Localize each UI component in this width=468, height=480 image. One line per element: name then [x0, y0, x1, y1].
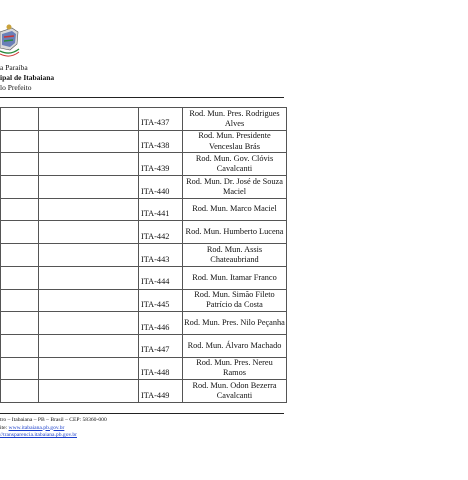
table-row: [1, 130, 287, 153]
road-name-cell: Rod. Mun. Gov. Clóvis Cavalcanti: [183, 153, 287, 176]
header-block: [0, 63, 54, 93]
road-code-cell: ITA-442: [139, 221, 183, 244]
empty-cell: [1, 289, 39, 312]
road-name-cell: Rod. Mun. Pres. Nereu Ramos: [183, 357, 287, 380]
footer-address: tro – Itabaiana – PB – Brasil – CEP: 58360-000: [0, 417, 107, 423]
table-row: [1, 289, 287, 312]
table-row: [1, 176, 287, 199]
footer-site-line: [0, 425, 107, 433]
footer-site-link[interactable]: www.itabaiana.pb.gov.br: [8, 424, 65, 431]
table-row: [1, 266, 287, 289]
roads-table: [0, 107, 287, 403]
road-name-cell: Rod. Mun. Itamar Franco: [183, 266, 287, 289]
empty-cell: [39, 266, 139, 289]
road-code-cell: ITA-444: [139, 266, 183, 289]
road-name-cell: Rod. Mun. Pres. Rodrigues Alves: [183, 108, 287, 131]
footer-divider: [0, 413, 284, 414]
empty-cell: [39, 289, 139, 312]
table-row: [1, 312, 287, 335]
table-row: [1, 380, 287, 403]
road-code-cell: ITA-438: [139, 130, 183, 153]
footer-site-prefix: ite:: [0, 424, 9, 431]
header-divider: [0, 97, 284, 98]
empty-cell: [39, 380, 139, 403]
empty-cell: [39, 198, 139, 221]
road-code-cell: ITA-441: [139, 198, 183, 221]
road-code-cell: ITA-437: [139, 108, 183, 131]
road-name-cell: Rod. Mun. Presidente Venceslau Brás: [183, 130, 287, 153]
empty-cell: [1, 334, 39, 357]
empty-cell: [1, 266, 39, 289]
road-code-cell: ITA-443: [139, 244, 183, 267]
table-row: [1, 153, 287, 176]
empty-cell: [1, 244, 39, 267]
road-code-cell: ITA-448: [139, 357, 183, 380]
footer: [0, 417, 107, 440]
municipal-crest-icon: [0, 18, 20, 62]
road-code-cell: ITA-449: [139, 380, 183, 403]
empty-cell: [1, 221, 39, 244]
table-row: [1, 221, 287, 244]
empty-cell: [1, 153, 39, 176]
road-code-cell: ITA-445: [139, 289, 183, 312]
table-row: [1, 334, 287, 357]
table-row: [1, 244, 287, 267]
empty-cell: [39, 176, 139, 199]
empty-cell: [1, 380, 39, 403]
footer-transparency-link[interactable]: //transparencia.itabaiana.pb.gov.br: [0, 432, 77, 439]
header-state: a Paraíba: [0, 63, 28, 72]
empty-cell: [39, 334, 139, 357]
empty-cell: [39, 221, 139, 244]
road-code-cell: ITA-447: [139, 334, 183, 357]
road-name-cell: Rod. Mun. Pres. Nilo Peçanha: [183, 312, 287, 335]
empty-cell: [39, 130, 139, 153]
empty-cell: [1, 312, 39, 335]
road-name-cell: Rod. Mun. Assis Chateaubriand: [183, 244, 287, 267]
road-code-cell: ITA-440: [139, 176, 183, 199]
empty-cell: [39, 108, 139, 131]
table-row: [1, 198, 287, 221]
road-code-cell: ITA-439: [139, 153, 183, 176]
header-office: lo Prefeito: [0, 83, 32, 92]
empty-cell: [39, 153, 139, 176]
road-name-cell: Rod. Mun. Simão Fileto Patrício da Costa: [183, 289, 287, 312]
road-name-cell: Rod. Mun. Odon Bezerra Cavalcanti: [183, 380, 287, 403]
empty-cell: [1, 198, 39, 221]
empty-cell: [39, 312, 139, 335]
empty-cell: [1, 176, 39, 199]
empty-cell: [1, 130, 39, 153]
empty-cell: [1, 108, 39, 131]
road-name-cell: Rod. Mun. Álvaro Machado: [183, 334, 287, 357]
empty-cell: [39, 357, 139, 380]
table-row: [1, 357, 287, 380]
road-code-cell: ITA-446: [139, 312, 183, 335]
road-name-cell: Rod. Mun. Dr. José de Souza Maciel: [183, 176, 287, 199]
header-municipality: ipal de Itabaiana: [0, 73, 55, 82]
empty-cell: [1, 357, 39, 380]
road-name-cell: Rod. Mun. Humberto Lucena: [183, 221, 287, 244]
empty-cell: [39, 244, 139, 267]
road-name-cell: Rod. Mun. Marco Maciel: [183, 198, 287, 221]
table-row: [1, 108, 287, 131]
